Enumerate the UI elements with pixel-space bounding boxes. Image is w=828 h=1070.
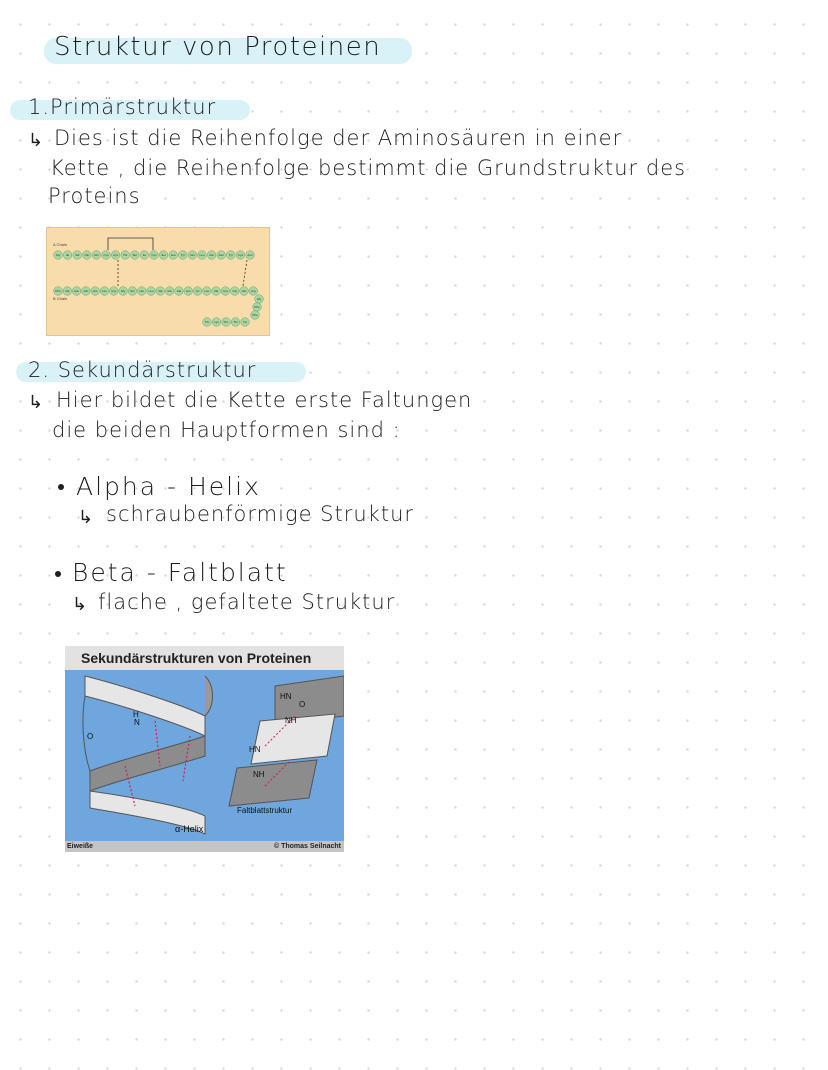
disulfide-bridge [108, 238, 153, 250]
amino-acid-label: Ser [161, 253, 166, 258]
atom-label: HN [280, 692, 292, 701]
arrow-icon: ↳ [28, 130, 44, 151]
sheet-label: Faltblattstruktur [237, 806, 293, 815]
sheet-strand [229, 760, 317, 806]
bullet-icon [58, 484, 64, 490]
amino-acid-label: Glu [84, 253, 90, 258]
amino-acid-label: Gln [94, 253, 99, 258]
amino-acid-label: Glu [209, 253, 214, 258]
section1-heading: 1.Primärstruktur [28, 95, 217, 119]
amino-acid-label: Gln [190, 253, 195, 258]
amino-acid-label: Leu [170, 253, 176, 258]
disulfide-bridge [243, 260, 247, 286]
amino-acid-label: Leu [204, 289, 210, 294]
insulin-chain-diagram [47, 228, 269, 335]
beta-sheet-desc: flache , gefaltete Struktur [98, 590, 396, 614]
amino-acid-label: Cys [111, 289, 117, 294]
bullet-icon [55, 571, 61, 577]
amino-acid-label: Tyr [242, 320, 248, 325]
amino-acid-label: Lys [214, 320, 219, 325]
figure-footer [65, 841, 344, 852]
amino-acid-label: Ser [130, 289, 135, 294]
footer-left: Eiweiße [67, 843, 94, 850]
amino-acid-label: Gln [83, 289, 89, 294]
amino-acid-label: Pro [223, 320, 229, 325]
page-title: Struktur von Proteinen [54, 32, 382, 62]
section2-line-1: Hier bildet die Kette erste Faltungen [56, 388, 473, 412]
arrow-icon: ↳ [28, 392, 44, 413]
footer-right: © Thomas Seilnacht [273, 843, 341, 850]
amino-acid-label: Val [65, 289, 70, 294]
section1-line-1: Dies ist die Reihenfolge der Aminosäuren in einer [54, 126, 623, 150]
alpha-helix-title: Alpha - Helix [76, 472, 261, 501]
primary-structure-figure [46, 227, 270, 336]
amino-acid-label: Thr [122, 253, 128, 258]
chain-a-label: A Chain [53, 242, 68, 247]
chain-a [54, 251, 255, 260]
beta-sheet-title: Beta - Faltblatt [72, 558, 288, 587]
alpha-helix-desc: schraubenförmige Struktur [106, 502, 415, 526]
amino-acid-label: Ile [66, 253, 70, 258]
section2-heading: 2. Sekundärstruktur [28, 358, 257, 382]
secondary-structure-drawing [65, 646, 344, 852]
atom-label: O [299, 700, 306, 709]
amino-acid-label: Arg [250, 289, 256, 294]
helix-ribbon [85, 676, 205, 736]
amino-acid-label: Phe [254, 305, 260, 310]
chain-b [54, 287, 264, 327]
chain-b-label: B Chain [53, 296, 68, 301]
amino-acid-label: Ser [132, 253, 138, 258]
figure-title: Sekundärstrukturen von Proteinen [65, 646, 344, 670]
arrow-icon: ↳ [78, 507, 94, 528]
amino-acid-label: Cys [103, 253, 109, 258]
helix-edge [205, 676, 213, 716]
amino-acid-label: Val [158, 289, 163, 294]
arrow-icon: ↳ [72, 594, 88, 615]
amino-acid-label: Asn [218, 253, 224, 258]
amino-acid-label: Asn [74, 289, 80, 294]
helix-label: α-Helix [175, 824, 204, 834]
atom-label: NH [253, 770, 265, 779]
amino-acid-label: Ala [176, 289, 182, 294]
secondary-structure-figure [65, 646, 344, 852]
amino-acid-label: Cys [151, 253, 157, 258]
amino-acid-label: Thr [204, 320, 210, 325]
amino-acid-label: Tyr [228, 253, 233, 258]
amino-acid-label: Cys [237, 253, 243, 258]
amino-acid-label: His [139, 289, 144, 294]
section1-line-2: Kette , die Reihenfolge bestimmt die Grundstruktur des [50, 156, 687, 180]
amino-acid-label: His [93, 289, 98, 294]
section2-line-2: die beiden Hauptformen sind : [52, 418, 401, 442]
amino-acid-label: Leu [199, 253, 205, 258]
amino-acid-label: Leu [101, 289, 108, 294]
amino-acid-label: Gly [55, 253, 61, 258]
section1-line-3: Proteins [48, 184, 141, 208]
amino-acid-label: Gly [120, 289, 126, 294]
atom-label: N [134, 718, 140, 727]
amino-acid-label: Phe [252, 313, 258, 318]
amino-acid-label: Val [214, 289, 219, 294]
atom-label: NH [285, 716, 297, 725]
amino-acid-label: Glu [167, 289, 172, 294]
amino-acid-label: Tyr [195, 289, 200, 294]
amino-acid-label: Val [75, 253, 80, 258]
amino-acid-label: Leu [148, 289, 154, 294]
amino-acid-label: Gly [232, 289, 237, 294]
amino-acid-label: Phe [55, 289, 61, 294]
atom-label: HN [249, 745, 261, 754]
atom-label: H [133, 710, 139, 719]
amino-acid-label: Tyr [180, 253, 185, 258]
amino-acid-label: Glu [241, 289, 247, 294]
amino-acid-label: Asn [247, 253, 253, 258]
amino-acid-label: Ile [142, 253, 146, 258]
amino-acid-label: Thr [233, 320, 238, 325]
helix-ribbon [90, 736, 205, 791]
amino-acid-label: Cys [113, 253, 119, 258]
atom-label: O [87, 732, 94, 741]
amino-acid-label: Cys [222, 289, 228, 294]
amino-acid-label: Gly [256, 297, 262, 302]
amino-acid-label: Leu [185, 289, 191, 294]
